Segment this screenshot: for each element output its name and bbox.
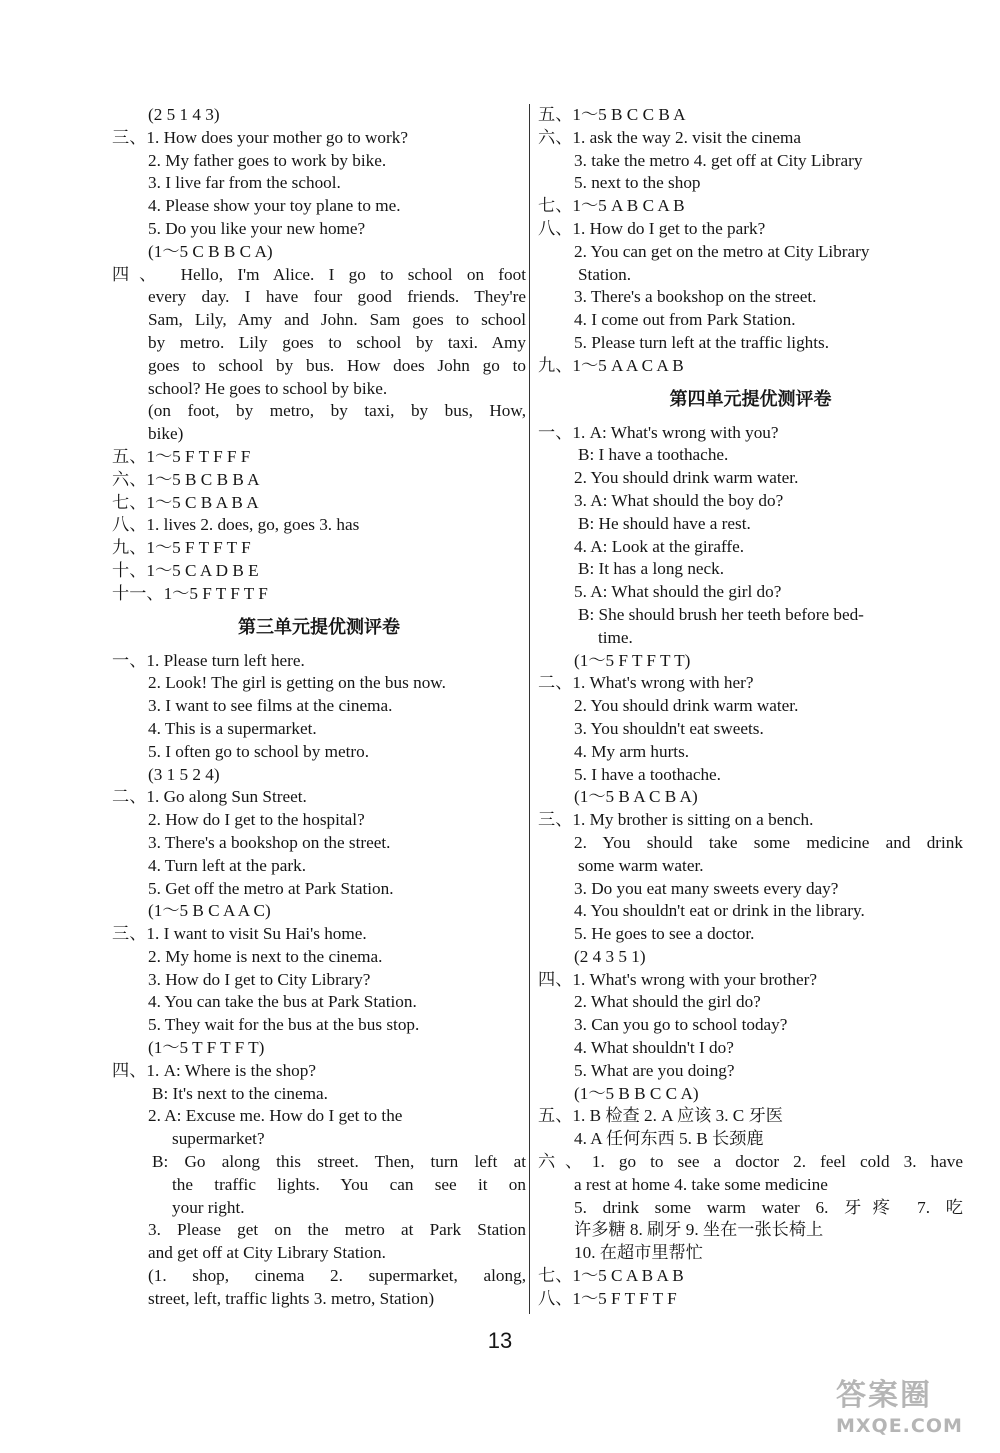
answer-line: by metro. Lily goes to school by taxi. Amy bbox=[148, 332, 526, 352]
answer-line: 4. Turn left at the park. bbox=[148, 855, 307, 875]
answer-line: 4. You shouldn't eat or drink in the library. bbox=[574, 901, 865, 921]
answer-line: 3. Can you go to school today? bbox=[574, 1015, 788, 1035]
answer-line: B: She should brush her teeth before bed- bbox=[578, 604, 864, 624]
answer-line: (2 4 3 5 1) bbox=[574, 946, 646, 966]
answer-line: 3. Please get on the metro at Park Station bbox=[148, 1220, 526, 1240]
answer-line: goes to school by bus. How does John go to bbox=[148, 355, 526, 375]
answer-line: 二、1. What's wrong with her? bbox=[538, 673, 754, 693]
answer-line: 5. drink some warm water 6. 牙疼 7. 吃 bbox=[574, 1197, 963, 1217]
answer-line: 2. How do I get to the hospital? bbox=[148, 810, 365, 830]
answer-line: 2. My father goes to work by bike. bbox=[148, 150, 387, 170]
answer-line: 二、1. Go along Sun Street. bbox=[112, 787, 307, 807]
answer-line: 3. There's a bookshop on the street. bbox=[574, 287, 817, 307]
answer-line: 10. 在超市里帮忙 bbox=[574, 1243, 703, 1263]
answer-line: 六、1. go to see a doctor 2. feel cold 3. have bbox=[538, 1152, 963, 1172]
answer-line: 2. A: Excuse me. How do I get to the bbox=[148, 1106, 403, 1126]
watermark bbox=[836, 1378, 986, 1440]
answer-line: (1～5 B C A A C) bbox=[148, 901, 271, 921]
answer-line: 六、1. ask the way 2. visit the cinema bbox=[538, 127, 802, 147]
answer-line: 三、1. How does your mother go to work? bbox=[112, 127, 408, 147]
answer-line: (1～5 F T F T T) bbox=[574, 650, 691, 670]
answer-line: 2. My home is next to the cinema. bbox=[148, 946, 383, 966]
answer-line: 2. What should the girl do? bbox=[574, 992, 761, 1012]
answer-line: 2. You should take some medicine and drink bbox=[574, 832, 963, 852]
answer-line: (1～5 B B C C A) bbox=[574, 1083, 699, 1103]
answer-line: 5. A: What should the girl do? bbox=[574, 582, 782, 602]
answer-line: 五、1. B 检查 2. A 应该 3. C 牙医 bbox=[538, 1106, 783, 1126]
answer-line: 三、1. I want to visit Su Hai's home. bbox=[112, 924, 367, 944]
answer-line: 5. next to the shop bbox=[574, 173, 701, 193]
answer-line: school? He goes to school by bike. bbox=[148, 378, 388, 398]
answer-line: 九、1～5 A A C A B bbox=[538, 355, 684, 375]
answer-line: 五、1～5 F T F F F bbox=[112, 446, 251, 466]
watermark-logo: 答案圈 bbox=[836, 1378, 932, 1413]
answer-line: 四、 Hello, I'm Alice. I go to school on foot bbox=[112, 264, 526, 284]
answer-line: 八、1. lives 2. does, go, goes 3. has bbox=[112, 515, 360, 535]
answer-line: 3. I live far from the school. bbox=[148, 173, 341, 193]
answer-line: (1. shop, cinema 2. supermarket, along, bbox=[148, 1266, 526, 1286]
answer-line: 十、1～5 C A D B E bbox=[112, 560, 259, 580]
answer-line: 3. You shouldn't eat sweets. bbox=[574, 718, 764, 738]
answer-line: 四、1. What's wrong with your brother? bbox=[538, 969, 817, 989]
answer-line: some warm water. bbox=[578, 855, 704, 875]
answer-line: (on foot, by metro, by taxi, by bus, How, bbox=[148, 401, 526, 421]
answer-line: B: It has a long neck. bbox=[578, 559, 725, 579]
answer-line: 5. They wait for the bus at the bus stop. bbox=[148, 1015, 420, 1035]
answer-line: time. bbox=[598, 627, 633, 647]
answer-line: 5. He goes to see a doctor. bbox=[574, 924, 755, 944]
answer-line: 4. A: Look at the giraffe. bbox=[574, 536, 745, 556]
answer-line: 一、1. Please turn left here. bbox=[112, 650, 305, 670]
answer-line: 4. A 任何东西 5. B 长颈鹿 bbox=[574, 1129, 764, 1149]
answer-line: 八、1. How do I get to the park? bbox=[538, 218, 766, 238]
answer-line: 4. What shouldn't I do? bbox=[574, 1038, 734, 1058]
answer-line: 六、1～5 B C B B A bbox=[112, 469, 260, 489]
answer-line: 许多糖 8. 刷牙 9. 坐在一张长椅上 bbox=[574, 1220, 824, 1240]
answer-line: your right. bbox=[172, 1197, 245, 1217]
answer-line: 4. I come out from Park Station. bbox=[574, 310, 796, 330]
answer-line: 3. I want to see films at the cinema. bbox=[148, 696, 393, 716]
answer-line: supermarket? bbox=[172, 1129, 265, 1149]
answer-line: (2 5 1 4 3) bbox=[148, 105, 220, 124]
answer-line: (3 1 5 2 4) bbox=[148, 764, 220, 784]
answer-line: street, left, traffic lights 3. metro, Station) bbox=[148, 1288, 435, 1308]
answer-line: 5. What are you doing? bbox=[574, 1060, 735, 1080]
answer-line: 七、1～5 A B C A B bbox=[538, 196, 685, 216]
right-column bbox=[538, 104, 963, 1311]
answer-line: 4. You can take the bus at Park Station. bbox=[148, 992, 417, 1012]
answer-line: B: I have a toothache. bbox=[578, 445, 729, 465]
answer-line: 五、1～5 B C C B A bbox=[538, 105, 686, 124]
answer-line: 5. I have a toothache. bbox=[574, 764, 721, 784]
left-column bbox=[112, 104, 526, 1311]
answer-line: 2. You can get on the metro at City Library bbox=[574, 241, 870, 261]
answer-line: 九、1～5 F T F T F bbox=[112, 538, 251, 558]
answer-line: B: He should have a rest. bbox=[578, 513, 751, 533]
section-title: 第四单元提优测评卷 bbox=[669, 388, 832, 410]
answer-line: 4. My arm hurts. bbox=[574, 741, 690, 761]
answer-line: a rest at home 4. take some medicine bbox=[574, 1174, 828, 1194]
answer-line: (1～5 T F T F T) bbox=[148, 1038, 265, 1058]
answer-line: the traffic lights. You can see it on bbox=[172, 1174, 526, 1194]
section-title: 第三单元提优测评卷 bbox=[238, 616, 400, 638]
answer-line: and get off at City Library Station. bbox=[148, 1243, 386, 1263]
answer-line: 一、1. A: What's wrong with you? bbox=[538, 422, 779, 442]
answer-line: B: It's next to the cinema. bbox=[152, 1083, 328, 1103]
column-divider bbox=[529, 104, 530, 1314]
answer-line: 3. A: What should the boy do? bbox=[574, 490, 784, 510]
answer-line: 2. You should drink warm water. bbox=[574, 468, 799, 488]
answer-line: 四、1. A: Where is the shop? bbox=[112, 1060, 316, 1080]
answer-line: 4. This is a supermarket. bbox=[148, 718, 317, 738]
answer-line: 5. Do you like your new home? bbox=[148, 218, 366, 238]
answer-line: 3. Do you eat many sweets every day? bbox=[574, 878, 839, 898]
answer-line: 七、1～5 C B A B A bbox=[112, 492, 259, 512]
answer-line: B: Go along this street. Then, turn left at bbox=[152, 1152, 526, 1172]
answer-line: Station. bbox=[578, 264, 631, 284]
answer-line: 5. Please turn left at the traffic lights. bbox=[574, 332, 830, 352]
answer-line: every day. I have four good friends. They're bbox=[148, 287, 526, 307]
watermark-url: MXQE.COM bbox=[836, 1415, 963, 1437]
answer-line: 三、1. My brother is sitting on a bench. bbox=[538, 810, 814, 830]
answer-line: 十一、1～5 F T F T F bbox=[112, 583, 268, 603]
answer-line: (1～5 C B B C A) bbox=[148, 241, 273, 261]
answer-line: 3. There's a bookshop on the street. bbox=[148, 832, 391, 852]
answer-line: 八、1～5 F T F T F bbox=[538, 1288, 677, 1308]
answer-line: bike) bbox=[148, 424, 184, 444]
answer-line: Sam, Lily, Amy and John. Sam goes to school bbox=[148, 310, 526, 330]
answer-line: 5. Get off the metro at Park Station. bbox=[148, 878, 394, 898]
answer-line: (1～5 B A C B A) bbox=[574, 787, 698, 807]
answer-line: 2. Look! The girl is getting on the bus now. bbox=[148, 673, 446, 693]
answer-line: 七、1～5 C A B A B bbox=[538, 1266, 684, 1286]
answer-line: 5. I often go to school by metro. bbox=[148, 741, 370, 761]
answer-line: 3. take the metro 4. get off at City Library bbox=[574, 150, 863, 170]
page-number: 13 bbox=[487, 1328, 513, 1353]
answer-line: 2. You should drink warm water. bbox=[574, 696, 799, 716]
answer-line: 4. Please show your toy plane to me. bbox=[148, 196, 401, 216]
answer-line: 3. How do I get to City Library? bbox=[148, 969, 371, 989]
